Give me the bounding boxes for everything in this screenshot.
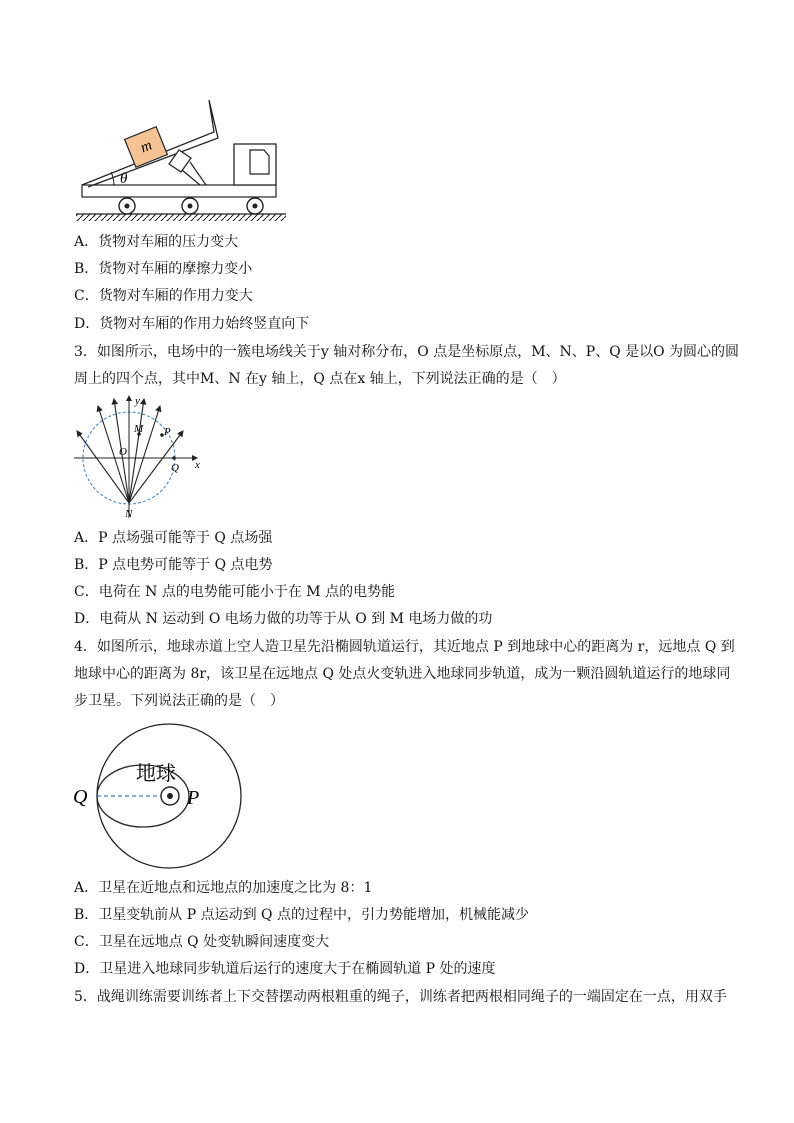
q3-option-b: B．P 点电势可能等于 Q 点电势: [74, 557, 273, 573]
label-P: P: [164, 426, 171, 438]
cargo-block: [125, 127, 168, 168]
label-O: O: [119, 446, 127, 458]
label-Q: Q: [171, 462, 179, 474]
label-N: N: [125, 508, 133, 520]
field-lines: [77, 399, 183, 503]
q3-option-c: C．电荷在 N 点的电势能可能小于在 M 点的电势能: [74, 584, 396, 600]
q3-option-d: D．电荷从 N 运动到 O 电场力做的功等于从 O 到 M 电场力做的功: [74, 611, 493, 627]
ground-hatch: [76, 214, 286, 221]
q4-option-d: D．卫星进入地球同步轨道后运行的速度大于在椭圆轨道 P 处的速度: [74, 961, 496, 977]
dump-truck-figure: [74, 92, 294, 222]
q4-option-a: A．卫星在近地点和远地点的加速度之比为 8：1: [74, 880, 373, 896]
label-x: x: [195, 459, 200, 471]
q5-stem-line-1: 5．战绳训练需要训练者上下交替摆动两根粗重的绳子，训练者把两根相同绳子的一端固定在一点，用双手: [74, 989, 727, 1005]
label-y: y: [135, 395, 140, 407]
earth-label: 地球: [136, 761, 176, 785]
q3-option-a: A．P 点场强可能等于 Q 点场强: [74, 530, 273, 546]
hydraulic-cylinder: [169, 150, 206, 185]
earth-center: [167, 793, 173, 799]
wheel: [182, 198, 198, 214]
label-P: P: [187, 787, 200, 809]
q2-option-d: D．货物对车厢的作用力始终竖直向下: [74, 316, 310, 332]
wheel: [247, 198, 263, 214]
q4-stem-line-3: 步卫星。下列说法正确的是（ ）: [74, 693, 284, 709]
q2-option-b: B．货物对车厢的摩擦力变小: [74, 261, 253, 277]
label-Q: Q: [73, 786, 88, 808]
q3-stem-line-2: 周上的四个点，其中M、N 在y 轴上，Q 点在x 轴上，下列说法正确的是（ ）: [74, 371, 566, 387]
cab-window: [250, 150, 269, 174]
label-M: M: [134, 423, 144, 435]
q3-stem-line-1: 3．如图所示，电场中的一簇电场线关于y 轴对称分布，O 点是坐标原点，M、N、P、Q 是以O 为圆心的圆: [74, 344, 740, 360]
angle-label: θ: [120, 171, 128, 187]
satellite-orbit-figure: [70, 722, 250, 872]
q2-option-c: C．货物对车厢的作用力变大: [74, 288, 253, 304]
mass-label: m: [138, 137, 155, 157]
q4-option-b: B．卫星变轨前从 P 点运动到 Q 点的过程中，引力势能增加，机械能减少: [74, 907, 529, 923]
chassis: [82, 185, 276, 197]
point-Q: [172, 456, 176, 460]
q4-stem-line-2: 地球中心的距离为 8r，该卫星在远地点 Q 处点火变轨进入地球同步轨道，成为一颗沿圆轨道运行的地球同: [74, 666, 731, 682]
wheel: [119, 198, 135, 214]
q4-option-c: C．卫星在远地点 Q 处变轨瞬间速度变大: [74, 934, 330, 950]
q2-option-a: A．货物对车厢的压力变大: [74, 234, 239, 250]
q4-stem-line-1: 4．如图所示，地球赤道上空人造卫星先沿椭圆轨道运行，其近地点 P 到地球中心的距离为 r，远地点 Q 到: [74, 639, 735, 655]
electric-field-figure: [72, 393, 212, 523]
